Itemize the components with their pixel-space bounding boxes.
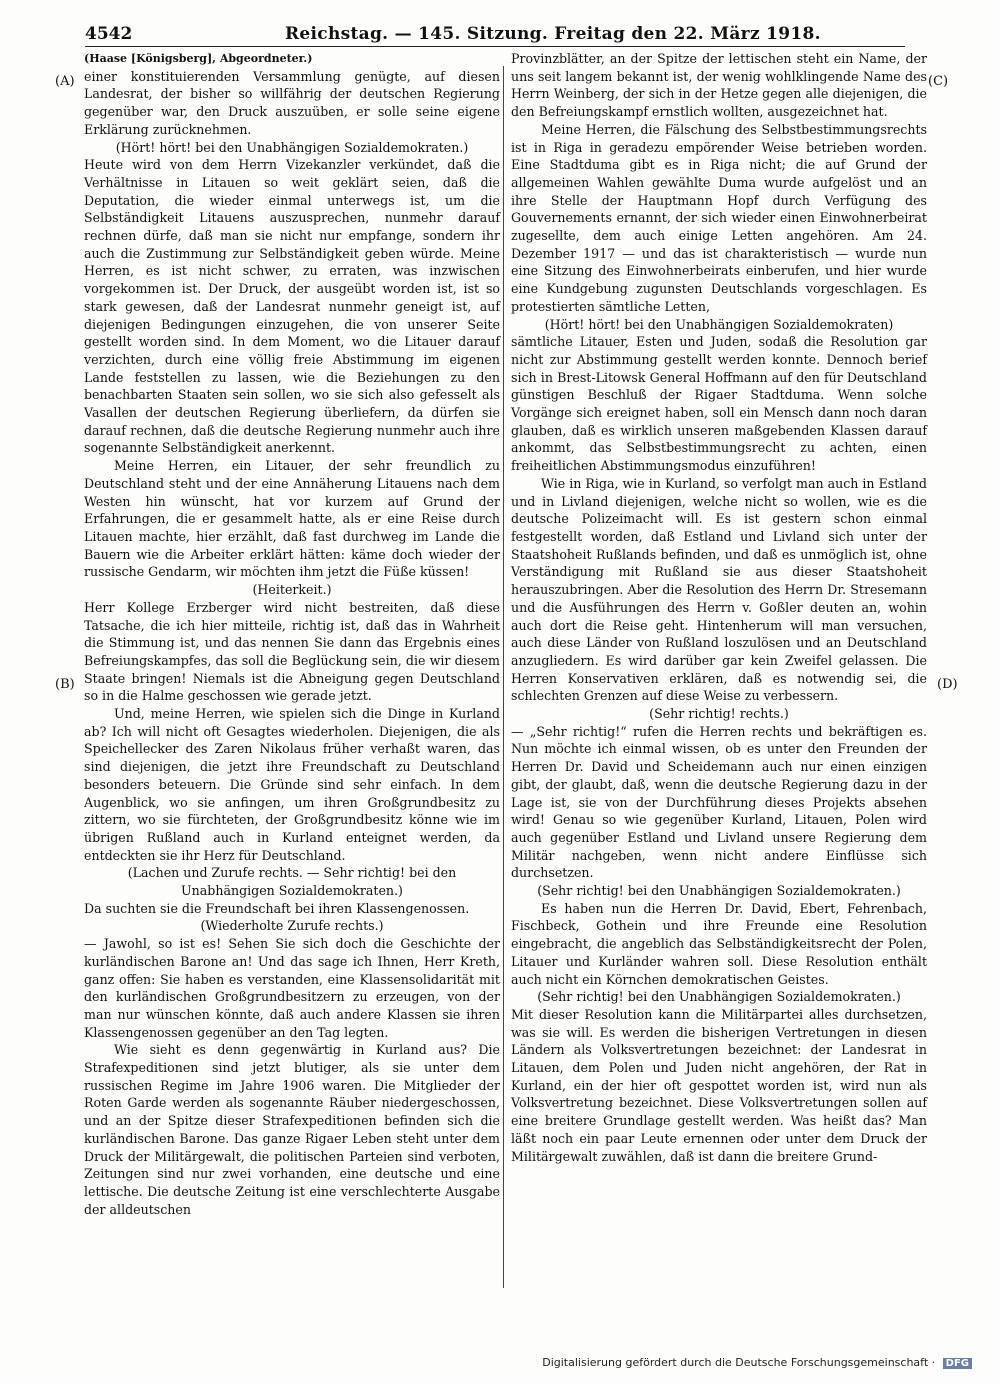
paragraph: Wie in Riga, wie in Kurland, so verfolgt man auch in Estland und in Livland diejenigen, welche nicht so wollen, wie es die deutsche Polizeimacht will. Es ist gestern schon einmal festgestellt worden, daß Estland und Livland sich unter der Staatshoheit Rußlands befinden, und daß es unmöglich ist, ohne Verständigung mit Rußland sie aus dieser Staatshoheit herauszubringen. Aber die Resolution des Herrn Dr. Stresemann und die Ausführungen des Herrn v. Goßler deuten an, wohin auch dort die Reise geht. Hintenherum will man versuchen, auch diese Länder von Rußland loszulösen und an Deutschland anzugliedern. Es wird darüber gar kein Zweifel gelassen. Die Herren Konservativen erklären, daß es notwendig sei, die schlechten Grenzen auf diese Weise zu verbessern. <box>511 475 927 704</box>
column-divider <box>503 66 504 1288</box>
right-column <box>511 50 927 1165</box>
margin-marker-d: (D) <box>937 677 958 692</box>
paragraph: Meine Herren, die Fälschung des Selbstbestimmungsrechts ist in Riga in geradezu empörender Weise betrieben worden. Eine Stadtduma gibt es in Riga nicht; die auf Grund der allgemeinen Wahlen gewählte Duma wurde aufgelöst und an ihre Stelle der Hauptmann Hopf durch Verfügung des Gouvernements ernannt, der sich wieder einen Einwohnerbeirat zugesellte, dem auch einige Letten angehören. Am 24. Dezember 1917 — und das ist charakteristisch — wurde nun eine Sitzung des Einwohnerbeirats einberufen, und hier wurde eine Kundgebung zugunsten Deutschlands vorgeschlagen. Es protestierten sämtliche Letten, <box>511 121 927 314</box>
margin-marker-b: (B) <box>55 677 75 692</box>
interjection: (Hört! hört! bei den Unabhängigen Sozialdemokraten) <box>544 316 894 332</box>
running-title: Reichstag. — 145. Sitzung. Freitag den 22. März 1918. <box>285 24 821 44</box>
paragraph: Herr Kollege Erzberger wird nicht bestreiten, daß diese Tatsache, die ich hier mitteile, richtig ist, daß das in Wahrheit die Stimmung ist, und das nennen Sie dann das Ergebnis eines Befreiungskampfes, das soll die Beglückung sein, die wir diesem Staate bringen! Niemals ist die Abneigung gegen Deutschland so in die Halme geschossen wie gerade jetzt. <box>84 599 500 704</box>
paragraph: Da suchten sie die Freundschaft bei ihren Klassengenossen. <box>84 900 470 916</box>
paragraph: Und, meine Herren, wie spielen sich die Dinge in Kurland ab? Ich will nicht oft Gesagtes wiederholen. Diejenigen, die als Speichellecker des Zaren Nikolaus früher verhaßt waren, das sind diejenigen, die jetzt ihre Freundschaft zu Deutschland besonders beteuern. Die Gründe sind sehr einfach. In dem Augenblick, wo sie anfingen, um ihren Großgrundbesitz zu zittern, wo sie fürchteten, der Großgrundbesitz könne wie im übrigen Rußland auch in Kurland enteignet werden, da entdeckten sie ihr Herz für Deutschland. <box>84 706 500 863</box>
paragraph: — „Sehr richtig!“ rufen die Herren rechts und bekräftigen es. Nun möchte ich einmal wissen, ob es unter den Freunden der Herren Dr. David und Scheidemann auch nur einen einzigen gibt, der glaubt, daß, wenn die deutsche Regierung dazu in der Lage ist, sie von der Durchführung dieses Projekts absehen wird! Genau so wie gegenüber Kurland, Litauen, Polen wird auch gegenüber Estland und Livland unsere Regierung dem Militär nachgeben, wenn nicht andere Einflüsse sich durchsetzen. <box>511 723 927 881</box>
interjection: (Wiederholte Zurufe rechts.) <box>200 918 384 934</box>
paragraph: Wie sieht es denn gegenwärtig in Kurland aus? Die Strafexpeditionen sind jetzt blutiger, als sie unter dem russischen Regime im Jahre 1906 waren. Die Mitglieder der Roten Garde werden als sogenannte Räuber niedergeschossen, und an der Spitze dieser Strafexpeditionen befinden sich die kurländischen Barone. Das ganze Rigaer Leben steht unter dem Druck der Militärgewalt, die politischen Parteien sind verboten, Zeitungen sind nur zwei vorhanden, eine deutsche und eine lettische. Die deutsche Zeitung ist eine verschlechterte Ausgabe der alldeutschen <box>84 1042 500 1217</box>
paragraph: — Jawohl, so ist es! Sehen Sie sich doch die Geschichte der kurländischen Barone an! Und das sage ich Ihnen, Herr Kreth, ganz offen: Sie haben es verstanden, eine Klassensolidarität mit den kurländischen Großgrundbesitzern zu erzeugen, von der man nur wünschen könnte, daß auch andere Klassen sie ihren Klassengenossen gegenüber an den Tag legten. <box>84 936 500 1040</box>
header-rule <box>85 46 905 47</box>
interjection: (Sehr richtig! bei den Unabhängigen Sozialdemokraten.) <box>537 883 901 899</box>
footer-text: Digitalisierung gefördert durch die Deutsche Forschungsgemeinschaft · <box>542 1356 936 1369</box>
page-number: 4542 <box>85 24 133 44</box>
paragraph: sämtliche Litauer, Esten und Juden, sodaß die Resolution gar nicht zur Abstimmung gestellt werden konnte. Dennoch berief sich in Brest-Litowsk General Hoffmann auf den für Deutschland günstigen Beschluß der Rigaer Stadtduma. Wenn solche Vorgänge sich ereignet haben, soll ein Mensch dann noch daran glauben, daß es wirklich unseren maßgebenden Klassen darauf ankommt, das Selbstbestimmungsrecht zu achten, einen freiheitlichen Abstimmungsmodus einzuführen! <box>511 334 927 474</box>
interjection: (Lachen und Zurufe rechts. — Sehr richtig! bei den Unabhängigen Sozialdemokraten.) <box>127 865 457 899</box>
page-header <box>85 22 910 48</box>
dfg-logo: DFG <box>943 1358 972 1369</box>
interjection: (Hört! hört! bei den Unabhängigen Sozialdemokraten.) <box>115 139 469 155</box>
left-column <box>84 50 500 1218</box>
paragraph: Mit dieser Resolution kann die Militärpartei alles durchsetzen, was sie will. Es werden die bisherigen Vertretungen in diesen Ländern als Volksvertretungen bezeichnet: der Landesrat in Litauen, dem Polen und Juden nicht angehören, der Rat in Kurland, ein der hier oft gespottet worden ist, wird nun als Volksvertretung bezeichnet. Diese Volksvertretungen sollen auf eine breitere Grundlage gestellt werden. Was heißt das? Man läßt noch ein paar Leute ernennen oder unter dem Druck der Militärgewalt zuwählen, daß ist dann die breitere Grund- <box>511 1006 927 1164</box>
margin-marker-a: (A) <box>55 74 75 89</box>
interjection: (Sehr richtig! bei den Unabhängigen Sozialdemokraten.) <box>537 989 901 1005</box>
paragraph: Heute wird von dem Herrn Vizekanzler verkündet, daß die Verhältnisse in Litauen so weit geklärt seien, daß die Deputation, die wieder einmal unterwegs ist, um die Selbständigkeit Litauens auszusprechen, nunmehr darauf rechnen dürfe, daß man sie nicht nur empfange, sondern ihr auch die Zustimmung zur Selbständigkeit geben würde. Meine Herren, es ist nicht schwer, zu erraten, was inzwischen vorgekommen ist. Der Druck, der ausgeübt worden ist, ist so stark gewesen, daß der Landesrat nunmehr geneigt ist, auf diejenigen Bedingungen einzugehen, die von unserer Seite gestellt worden sind. In dem Moment, wo die Litauer darauf verzichten, durch eine völlig freie Abstimmung im eigenen Lande feststellen zu lassen, wie die Beziehungen zu den benachbarten Staaten sein sollen, wo sie sich also gefesselt als Vasallen der deutschen Regierung überliefern, da dürfen sie darauf rechnen, daß die deutsche Regierung nunmehr auch ihre sogenannte Selbständigkeit anerkennt. <box>84 157 500 456</box>
margin-marker-c: (C) <box>928 74 949 89</box>
paragraph: Provinzblätter, an der Spitze der lettischen steht ein Name, der uns seit langem bekannt ist, der wenig wohlklingende Name des Herrn Weinberg, der sich in der Hetze gegen alle diejenigen, die den Befreiungskampf ernstlich wollten, ausgezeichnet hat. <box>511 51 927 120</box>
paragraph: Meine Herren, ein Litauer, der sehr freundlich zu Deutschland steht und der eine Annäherung Litauens nach dem Westen hin wünscht, hat vor kurzem auf Grund der Erfahrungen, die er gesammelt hatte, als er eine Reise durch Litauen machte, hier erzählt, daß fast durchweg im Lande die Bauern wie die Arbeiter erklärt hätten: käme doch wieder der russische Gendarm, wir möchten ihm jetzt die Füße küssen! <box>84 458 500 580</box>
interjection: (Sehr richtig! rechts.) <box>649 706 789 722</box>
paragraph: einer konstituierenden Versammlung genügte, auf diesen Landesrat, der bisher so willfährig der deutschen Regierung gegenüber war, den Druck auszuüben, er solle seine eigene Erklärung zurücknehmen. <box>84 68 500 137</box>
footer <box>542 1356 972 1369</box>
interjection: (Heiterkeit.) <box>252 582 332 598</box>
paragraph: Es haben nun die Herren Dr. David, Ebert, Fehrenbach, Fischbeck, Gothein und ihre Freunde eine Resolution eingebracht, die angeblich das Selbständigkeitsrecht der Polen, Litauer und Kurländer wahren soll. Diese Resolution enthält auch nicht ein Körnchen demokratischen Geistes. <box>511 900 927 987</box>
speaker-label: (Haase [Königsberg], Abgeordneter.) <box>84 52 313 65</box>
